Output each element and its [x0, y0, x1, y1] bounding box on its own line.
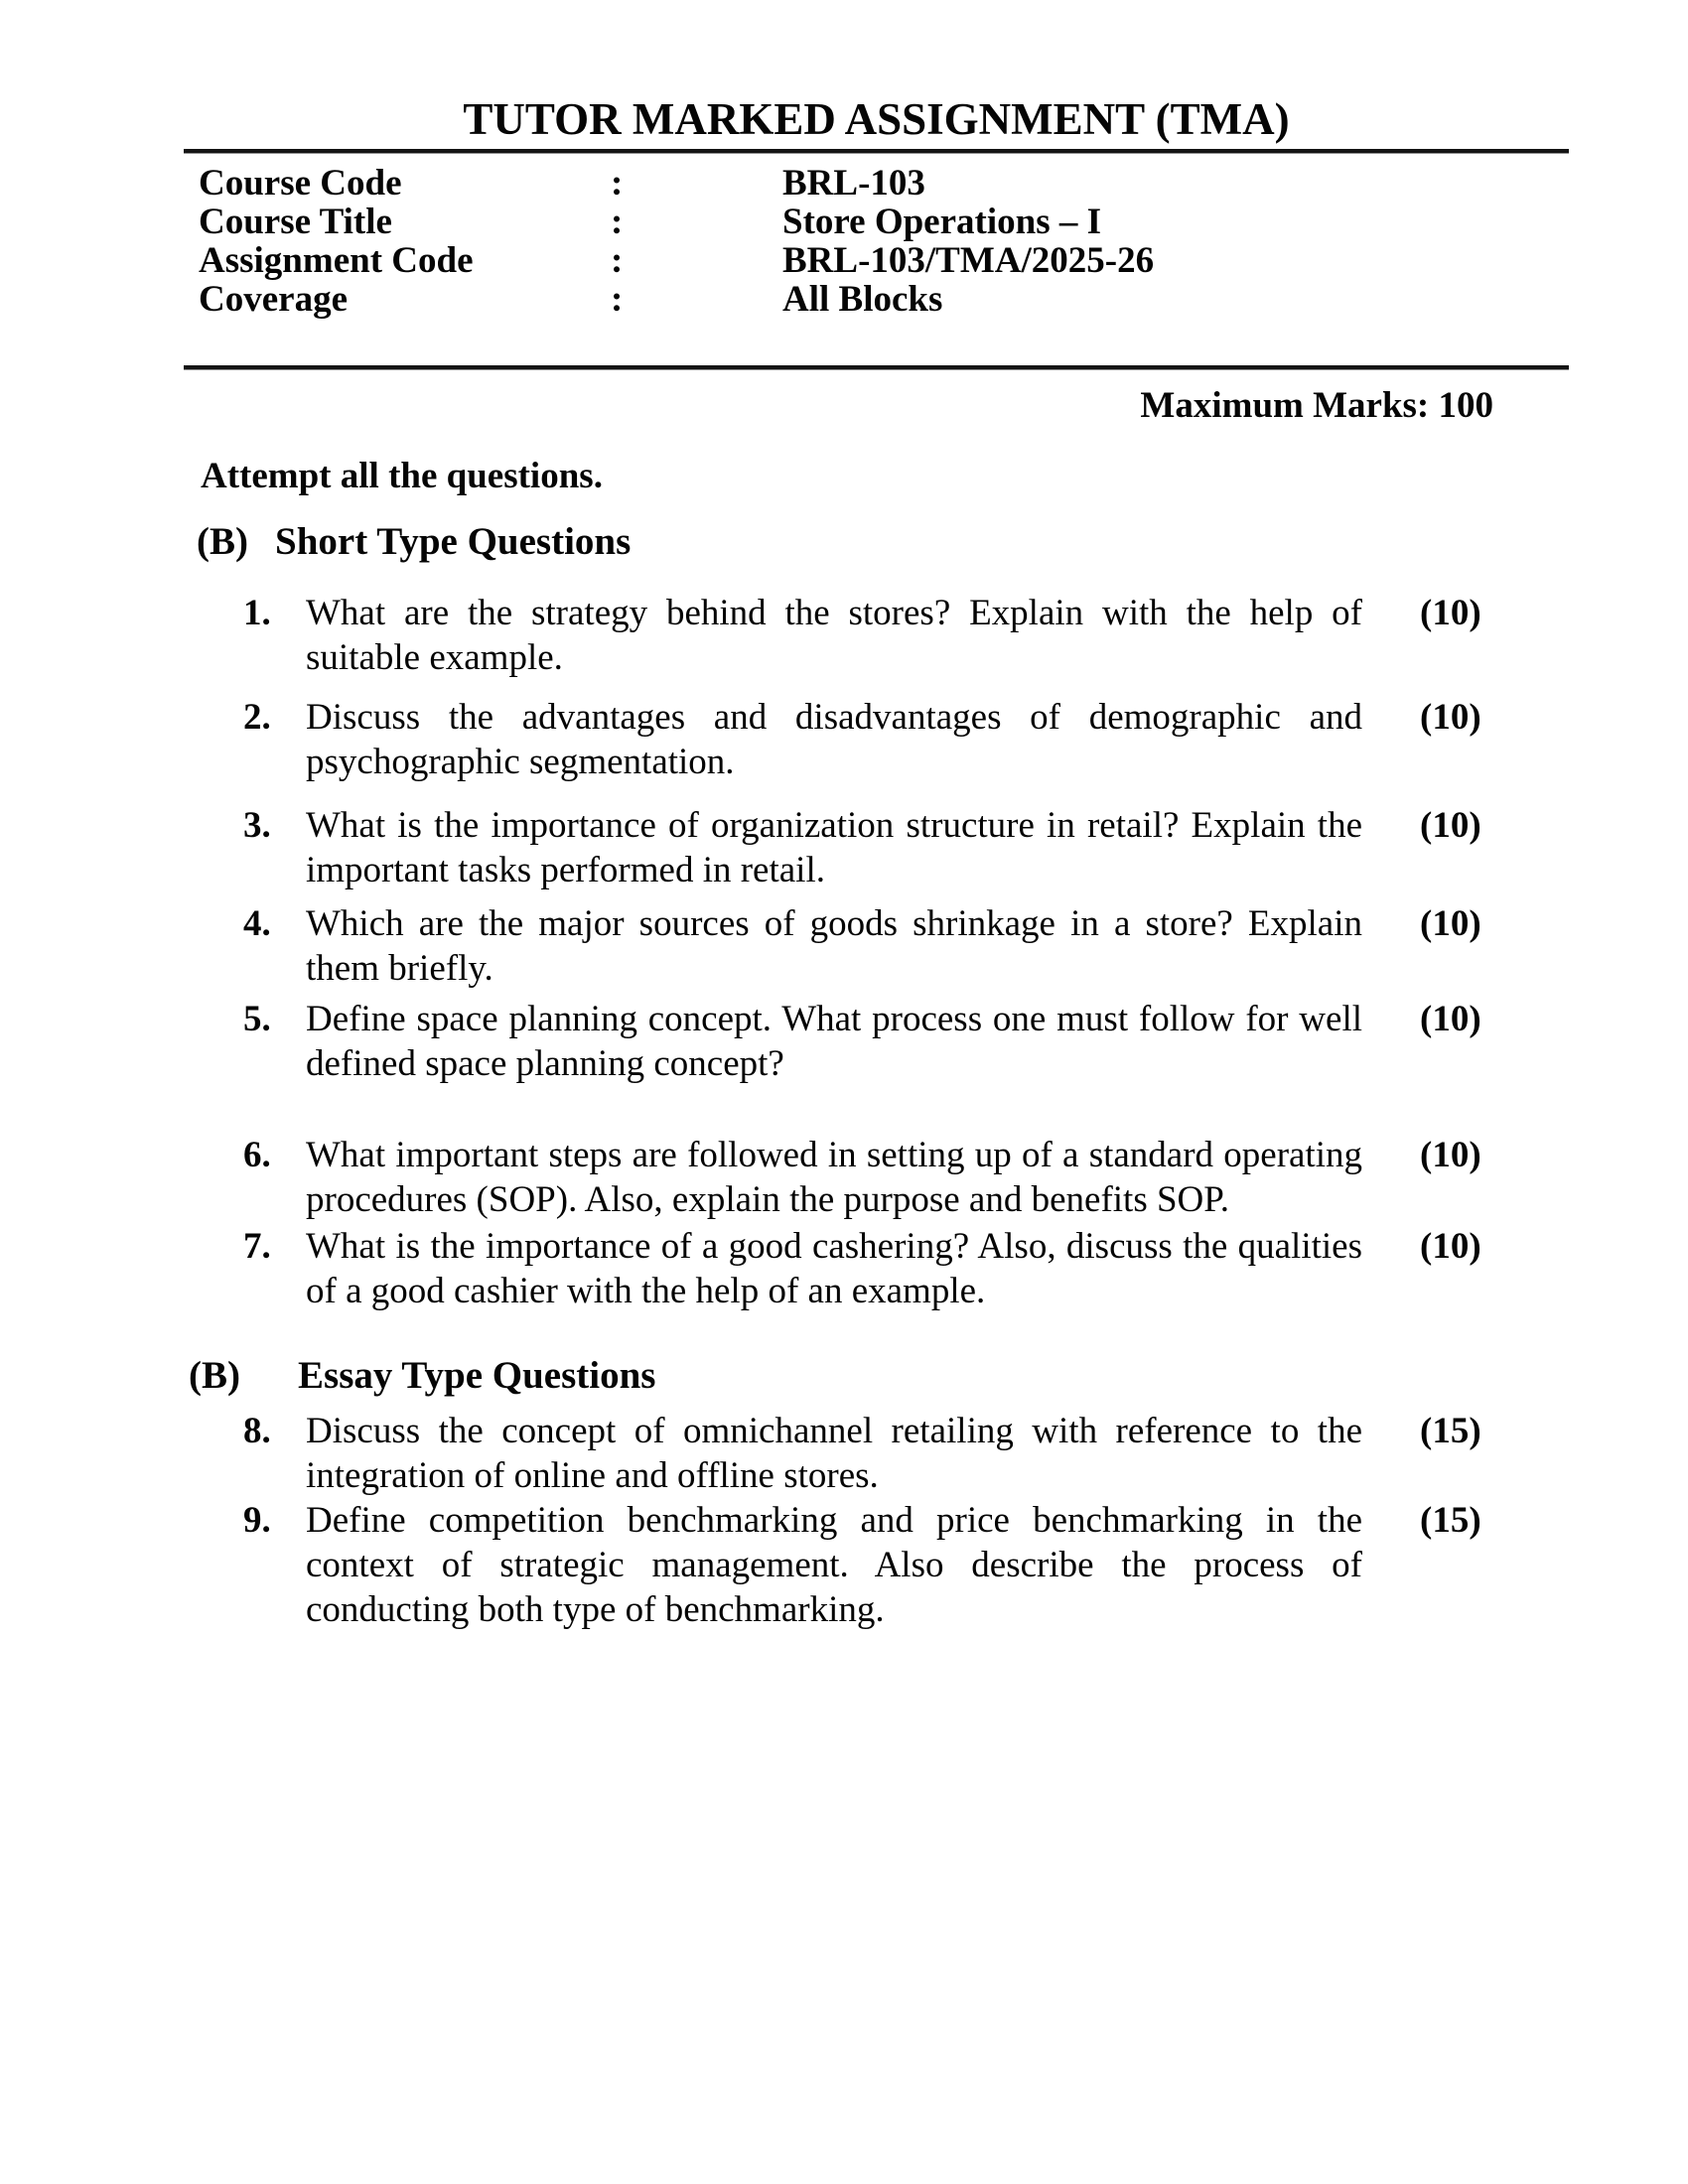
question-item-3: [243, 803, 1688, 892]
meta-row-assignment-code: [199, 241, 1688, 280]
question-number: 8.: [243, 1411, 271, 1451]
question-marks: (10): [1420, 1135, 1481, 1175]
question-item-6: [243, 1133, 1688, 1222]
essay-question-list: [243, 1409, 1688, 1632]
question-text: What important steps are followed in setting up of a standard operating procedures (SOP). Also, explain the purpose and benefits SOP.: [306, 1135, 1362, 1220]
question-number: 2.: [243, 697, 271, 738]
meta-table: [199, 164, 1688, 319]
max-marks: Maximum Marks: 100: [1140, 385, 1493, 426]
question-number: 9.: [243, 1500, 271, 1541]
section-header-short-type: [197, 519, 1688, 565]
question-item-9: [243, 1498, 1688, 1632]
question-number: 4.: [243, 903, 271, 944]
question-item-1: [243, 591, 1688, 680]
question-item-8: [243, 1409, 1688, 1498]
question-item-2: [243, 695, 1688, 784]
meta-colon: :: [611, 163, 624, 204]
question-marks: (10): [1420, 805, 1481, 846]
question-text: Discuss the concept of omnichannel retailing with reference to the integration of online and offline stores.: [306, 1411, 1362, 1496]
question-marks: (10): [1420, 1226, 1481, 1267]
meta-value: BRL-103: [782, 163, 925, 204]
section-marker: (B): [189, 1354, 240, 1397]
question-item-5: [243, 997, 1688, 1086]
question-marks: (10): [1420, 999, 1481, 1039]
question-marks: (10): [1420, 593, 1481, 633]
question-marks: (15): [1420, 1411, 1481, 1451]
header-rule-bottom: [184, 365, 1569, 370]
meta-label: Course Code: [199, 163, 402, 204]
question-number: 1.: [243, 593, 271, 633]
section-heading: Short Type Questions: [275, 520, 632, 563]
header-rule-top: [184, 149, 1569, 154]
section-header-essay-type: [189, 1353, 1688, 1399]
question-text: Define space planning concept. What process one must follow for well defined space planning concept?: [306, 999, 1362, 1084]
meta-label: Course Title: [199, 202, 392, 242]
question-text: Define competition benchmarking and price benchmarking in the context of strategic management. Also describe the process of conducting both type of benchmarking.: [306, 1500, 1362, 1630]
question-number: 3.: [243, 805, 271, 846]
meta-value: All Blocks: [782, 279, 943, 320]
instruction: Attempt all the questions.: [201, 456, 603, 496]
meta-colon: :: [611, 279, 624, 320]
page-title: TUTOR MARKED ASSIGNMENT (TMA): [463, 94, 1290, 144]
meta-colon: :: [611, 202, 624, 242]
question-item-4: [243, 901, 1688, 991]
question-number: 5.: [243, 999, 271, 1039]
question-marks: (15): [1420, 1500, 1481, 1541]
section-marker: (B): [197, 520, 248, 563]
question-text: Which are the major sources of goods shrinkage in a store? Explain them briefly.: [306, 903, 1362, 989]
question-number: 7.: [243, 1226, 271, 1267]
question-text: What is the importance of a good cashering? Also, discuss the qualities of a good cashier with the help of an example.: [306, 1226, 1362, 1311]
meta-colon: :: [611, 240, 624, 281]
meta-label: Coverage: [199, 279, 348, 320]
question-number: 6.: [243, 1135, 271, 1175]
section-heading: Essay Type Questions: [298, 1354, 656, 1397]
question-text: Discuss the advantages and disadvantages of demographic and psychographic segmentation.: [306, 697, 1362, 782]
meta-row-course-title: [199, 203, 1688, 241]
meta-value: BRL-103/TMA/2025-26: [782, 240, 1155, 281]
meta-value: Store Operations – I: [782, 202, 1102, 242]
question-item-7: [243, 1224, 1688, 1313]
question-text: What is the importance of organization structure in retail? Explain the important tasks performed in retail.: [306, 805, 1362, 890]
meta-row-course-code: [199, 164, 1688, 203]
question-marks: (10): [1420, 903, 1481, 944]
question-text: What are the strategy behind the stores? Explain with the help of suitable example.: [306, 593, 1362, 678]
meta-label: Assignment Code: [199, 240, 474, 281]
question-marks: (10): [1420, 697, 1481, 738]
meta-row-coverage: [199, 280, 1688, 319]
short-question-list: [243, 591, 1688, 1313]
